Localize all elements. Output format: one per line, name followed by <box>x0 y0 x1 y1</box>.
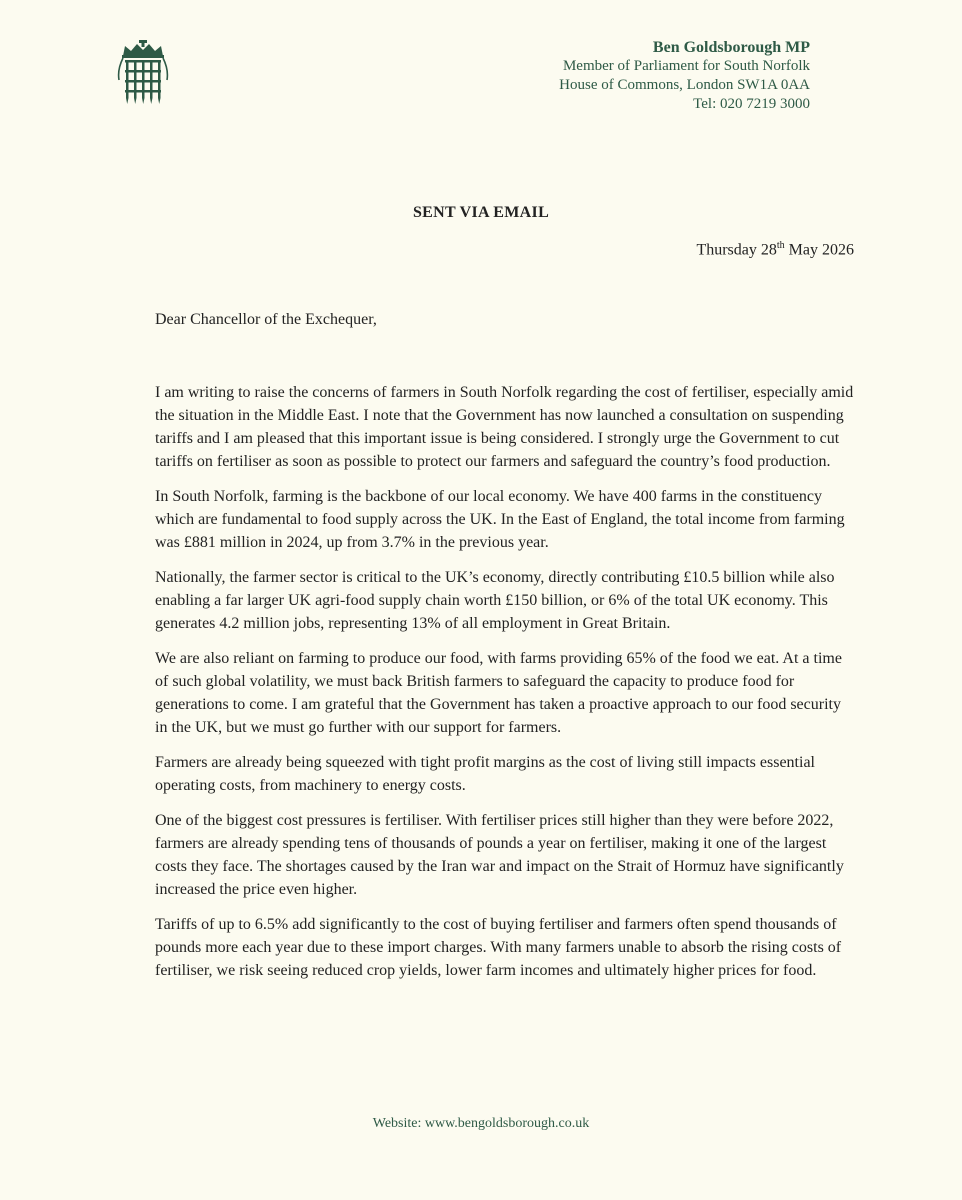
paragraph: One of the biggest cost pressures is fertiliser. With fertiliser prices still higher than they were before 2022, farmers are already spending tens of thousands of pounds a year on fertiliser, making it one of the largest costs they face. The shortages caused by the Iran war and impact on the Strait of Hormuz have significantly increased the price even higher. <box>155 812 844 898</box>
website-footer: Website: www.bengoldsborough.co.uk <box>372 1116 590 1131</box>
date-suffix: th <box>776 240 785 251</box>
paragraph: I am writing to raise the concerns of farmers in South Norfolk regarding the cost of fertiliser, especially amid the situation in the Middle East. I note that the Government has now launched a consultation on suspending tariffs and I am pleased that this important issue is being considered. I strongly urge the Government to cut tariffs on fertiliser as soon as possible to protect our farmers and safeguard the country’s food production. <box>155 384 854 470</box>
paragraph: Nationally, the farmer sector is critical to the UK’s economy, directly contributing £10.5 billion while also enabling a far larger UK agri-food supply chain worth £150 billion, or 6% of the total UK economy. This generates 4.2 million jobs, representing 13% of all employment in Great Britain. <box>155 569 835 632</box>
mp-address: House of Commons, London SW1A 0AA <box>559 77 810 93</box>
mp-telephone: Tel: 020 7219 3000 <box>693 96 810 112</box>
mp-role: Member of Parliament for South Norfolk <box>562 58 810 74</box>
paragraph: In South Norfolk, farming is the backbone of our local economy. We have 400 farms in the constituency which are fundamental to food supply across the UK. In the East of England, the total income from farming was £881 million in 2024, up from 3.7% in the previous year. <box>155 488 845 551</box>
mp-name: Ben Goldsborough MP <box>652 39 810 56</box>
salutation: Dear Chancellor of the Exchequer, <box>155 311 377 328</box>
date-month-year: May 2026 <box>784 241 854 259</box>
paragraph: We are also reliant on farming to produce our food, with farms providing 65% of the food we eat. At a time of such global volatility, we must back British farmers to safeguard the capacity to produce food for generations to come. I am grateful that the Government has taken a proactive approach to our food security in the UK, but we must go further with our support for farmers. <box>155 650 842 736</box>
portcullis-icon <box>117 40 169 106</box>
letterhead <box>559 38 810 114</box>
letter-body <box>155 381 855 994</box>
paragraph: Farmers are already being squeezed with tight profit margins as the cost of living still impacts essential operating costs, from machinery to energy costs. <box>155 754 815 794</box>
date-day: Thursday 28 <box>696 241 777 259</box>
sent-via-label: SENT VIA EMAIL <box>412 204 550 221</box>
letter-date <box>696 240 854 259</box>
paragraph: Tariffs of up to 6.5% add significantly to the cost of buying fertiliser and farmers often spend thousands of pounds more each year due to these import charges. With many farmers unable to absorb the rising costs of fertiliser, we risk seeing reduced crop yields, lower farm incomes and ultimately higher prices for food. <box>155 916 842 979</box>
